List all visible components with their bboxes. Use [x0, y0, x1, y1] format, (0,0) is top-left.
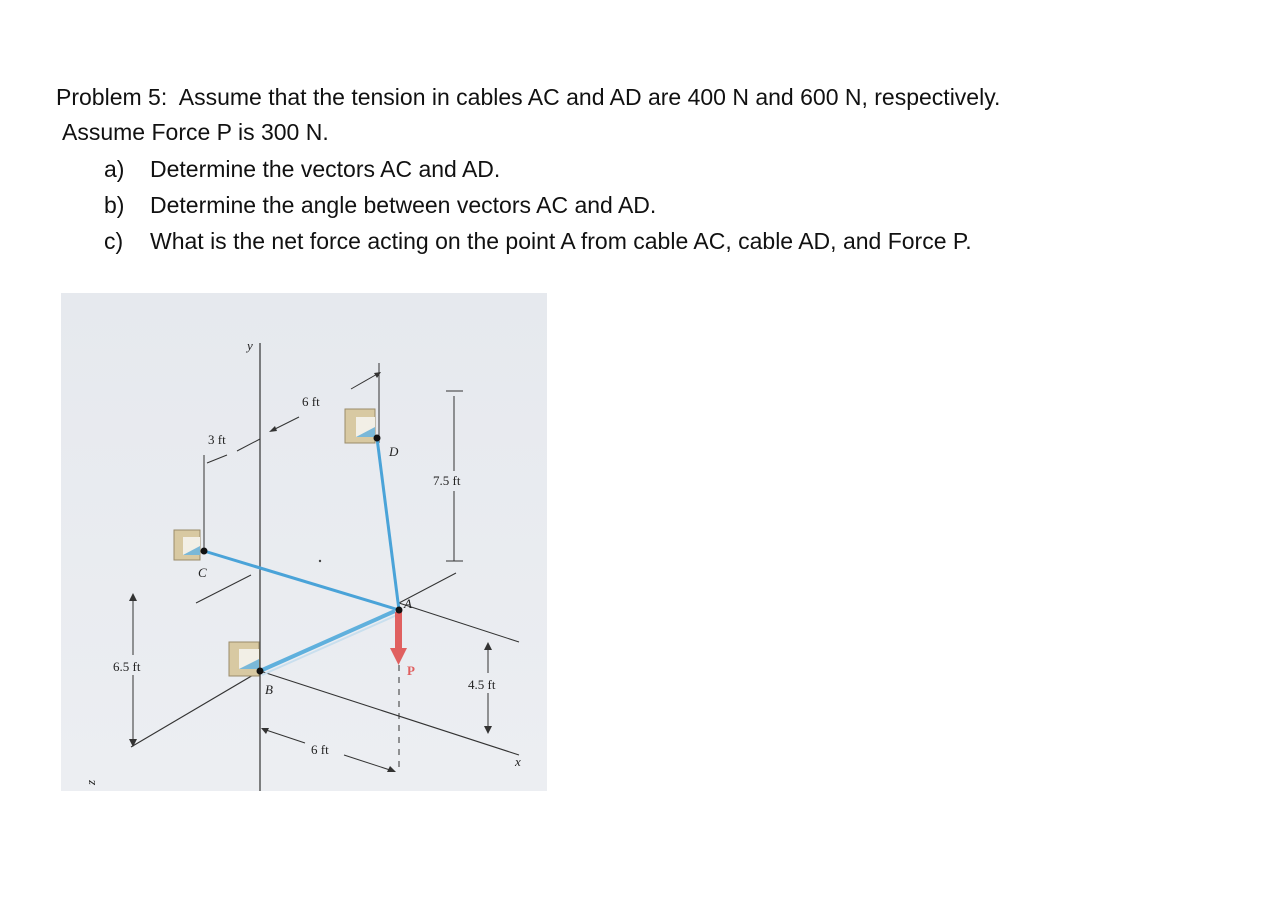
- question-b: [104, 192, 656, 219]
- question-c-letter: c): [104, 228, 124, 254]
- problem-label: Problem 5:: [56, 84, 168, 110]
- problem-intro: Assume that the tension in cables AC and AD are 400 N and 600 N, respectively.: [178, 84, 1001, 110]
- question-a-text: Determine the vectors AC and AD.: [150, 156, 501, 182]
- bracket-b: [229, 642, 259, 676]
- axis-x-label: x: [515, 754, 521, 769]
- cable-figure: [61, 293, 547, 791]
- dim-4-5ft: 4.5 ft: [468, 677, 496, 692]
- axis-z-label: z: [83, 779, 98, 785]
- question-b-letter: b): [104, 192, 125, 218]
- force-p-shaft: [395, 612, 402, 650]
- point-c-dot: [201, 548, 208, 555]
- bracket-c: [174, 530, 200, 560]
- point-b-dot: [257, 668, 264, 675]
- label-d: D: [389, 444, 399, 459]
- origin-dot: [319, 560, 321, 562]
- bracket-d: [345, 409, 375, 443]
- figure-background: [61, 293, 547, 791]
- point-a-dot: [396, 607, 403, 614]
- question-c-text: What is the net force acting on the point A from cable AC, cable AD, and Force P.: [150, 228, 972, 254]
- label-c: C: [198, 565, 207, 580]
- label-p: P: [407, 663, 415, 678]
- question-c: [104, 228, 972, 255]
- dim-top-6ft: 6 ft: [302, 394, 320, 409]
- axis-y-label: y: [247, 338, 253, 353]
- label-a: A: [404, 596, 412, 611]
- question-a-letter: a): [104, 156, 125, 182]
- dim-6-5ft: 6.5 ft: [113, 659, 141, 674]
- problem-intro-2: Assume Force P is 300 N.: [62, 119, 329, 145]
- label-b: B: [265, 682, 273, 697]
- question-a: [104, 156, 500, 183]
- question-b-text: Determine the angle between vectors AC and AD.: [150, 192, 657, 218]
- point-d-dot: [374, 435, 381, 442]
- problem-line-1: [56, 84, 1000, 111]
- dim-bottom-6ft: 6 ft: [311, 742, 329, 757]
- dim-3ft: 3 ft: [208, 432, 226, 447]
- dim-7-5ft: 7.5 ft: [433, 473, 461, 488]
